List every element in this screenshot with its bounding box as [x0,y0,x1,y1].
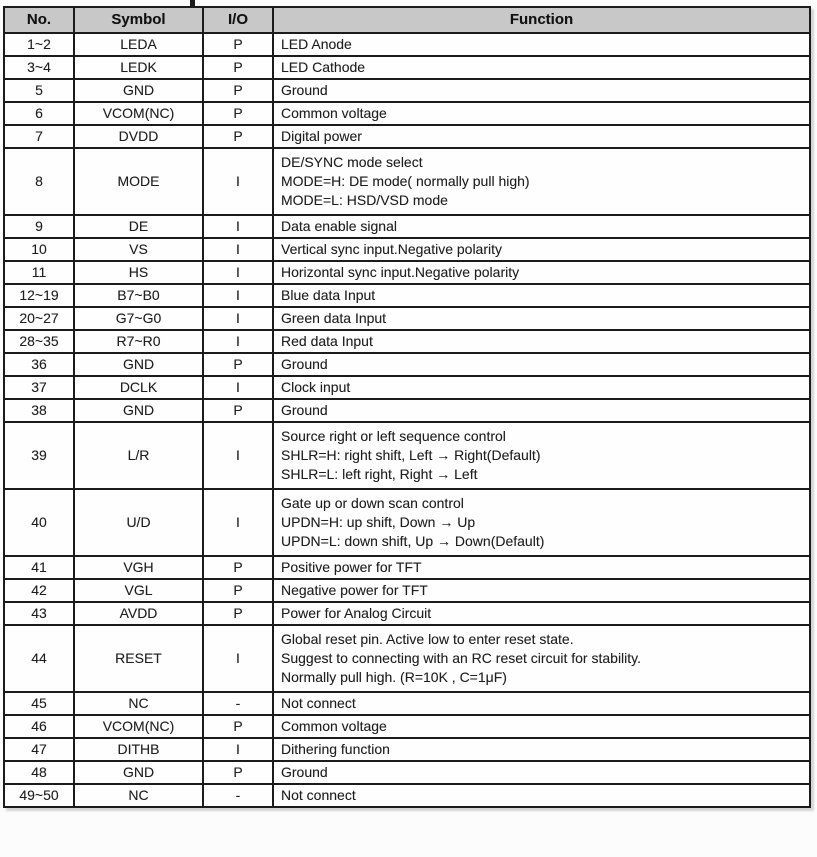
function-line: DE/SYNC mode select [281,154,423,170]
cell-io: I [203,284,273,307]
function-line: Digital power [281,128,362,144]
table-row [4,56,810,79]
cell-function [273,353,810,376]
cell-io: P [203,761,273,784]
pin-description-table [3,6,811,808]
cell-no: 6 [4,102,74,125]
function-line: LED Cathode [281,59,366,75]
cell-function [273,284,810,307]
cell-no: 48 [4,761,74,784]
function-line: Global reset pin. Active low to enter reset state. [281,631,574,647]
cell-no: 45 [4,692,74,715]
cell-symbol: RESET [74,625,203,692]
cell-symbol: NC [74,784,203,807]
cell-no: 42 [4,579,74,602]
column-header: No. [4,7,74,33]
function-line: Suggest to connecting with an RC reset circuit for stability. [281,650,642,666]
cell-no: 20~27 [4,307,74,330]
cell-no: 5 [4,79,74,102]
table-row [4,102,810,125]
function-line: UPDN=H: up shift, Down → Up [281,514,476,530]
function-line: Negative power for TFT [281,582,428,598]
table-row [4,307,810,330]
table-header [4,7,810,33]
cell-function [273,738,810,761]
cell-function [273,602,810,625]
function-line: LED Anode [281,36,352,52]
cell-no: 38 [4,399,74,422]
cell-function [273,261,810,284]
cell-symbol: VCOM(NC) [74,715,203,738]
table-row [4,330,810,353]
table-row [4,399,810,422]
cell-function [273,33,810,56]
cell-symbol: U/D [74,489,203,556]
function-line: SHLR=L: left right, Right → Left [281,466,478,482]
function-line: Source right or left sequence control [281,428,506,444]
cell-io: P [203,579,273,602]
cell-function [273,399,810,422]
cell-symbol: DCLK [74,376,203,399]
table-row [4,284,810,307]
cell-function [273,56,810,79]
cell-no: 9 [4,215,74,238]
table-row [4,238,810,261]
cell-io: P [203,33,273,56]
cell-io: I [203,307,273,330]
cell-no: 3~4 [4,56,74,79]
function-line: Blue data Input [281,287,376,303]
cell-no: 28~35 [4,330,74,353]
table-body [4,33,810,807]
cell-io: I [203,215,273,238]
cell-function [273,238,810,261]
cell-io: P [203,715,273,738]
cell-no: 49~50 [4,784,74,807]
cell-io: P [203,399,273,422]
cell-symbol: R7~R0 [74,330,203,353]
cell-no: 8 [4,148,74,215]
cell-io: P [203,602,273,625]
cell-io: - [203,692,273,715]
function-line: Normally pull high. (R=10K , C=1μF) [281,669,507,685]
function-line: SHLR=H: right shift, Left → Right(Default) [281,447,541,463]
function-line: Clock input [281,379,351,395]
cell-no: 37 [4,376,74,399]
cell-no: 44 [4,625,74,692]
cell-symbol: MODE [74,148,203,215]
cell-symbol: VGL [74,579,203,602]
cell-symbol: GND [74,79,203,102]
cell-no: 1~2 [4,33,74,56]
cell-no: 10 [4,238,74,261]
cell-no: 12~19 [4,284,74,307]
cell-symbol: VS [74,238,203,261]
table-row [4,215,810,238]
function-line: UPDN=L: down shift, Up → Down(Default) [281,533,545,549]
cell-symbol: GND [74,353,203,376]
cell-function [273,784,810,807]
cell-function [273,625,810,692]
cell-io: P [203,353,273,376]
cell-symbol: G7~G0 [74,307,203,330]
function-line: Red data Input [281,333,373,349]
cell-symbol: HS [74,261,203,284]
table-row [4,579,810,602]
function-line: MODE=H: DE mode( normally pull high) [281,173,530,189]
column-header: Function [273,7,810,33]
table-row [4,33,810,56]
cell-io: I [203,625,273,692]
cell-function [273,761,810,784]
function-line: Common voltage [281,105,387,121]
function-line: Not connect [281,787,356,803]
cell-no: 36 [4,353,74,376]
cell-function [273,330,810,353]
cell-symbol: GND [74,761,203,784]
cell-io: P [203,56,273,79]
cell-symbol: DVDD [74,125,203,148]
table-row [4,261,810,284]
function-line: Positive power for TFT [281,559,422,575]
function-line: Vertical sync input.Negative polarity [281,241,502,257]
cell-io: P [203,79,273,102]
cell-function [273,489,810,556]
cell-no: 46 [4,715,74,738]
table-row [4,715,810,738]
cell-function [273,125,810,148]
cell-symbol: VCOM(NC) [74,102,203,125]
function-line: Ground [281,356,328,372]
cell-symbol: DITHB [74,738,203,761]
table-row [4,489,810,556]
cell-no: 39 [4,422,74,489]
function-line: Gate up or down scan control [281,495,464,511]
cell-io: - [203,784,273,807]
column-header: Symbol [74,7,203,33]
cell-function [273,79,810,102]
table-row [4,761,810,784]
cell-io: I [203,738,273,761]
table-row [4,125,810,148]
cell-symbol: AVDD [74,602,203,625]
cell-symbol: NC [74,692,203,715]
table-row [4,602,810,625]
cell-symbol: B7~B0 [74,284,203,307]
cell-function [273,422,810,489]
cell-no: 41 [4,556,74,579]
cell-io: I [203,148,273,215]
table-row [4,625,810,692]
cell-symbol: VGH [74,556,203,579]
cell-io: I [203,422,273,489]
table-row [4,692,810,715]
cell-symbol: LEDK [74,56,203,79]
cell-function [273,715,810,738]
cell-no: 11 [4,261,74,284]
cell-io: I [203,489,273,556]
function-line: Ground [281,82,328,98]
function-line: MODE=L: HSD/VSD mode [281,192,448,208]
table-row [4,556,810,579]
cell-symbol: GND [74,399,203,422]
cell-function [273,556,810,579]
table-row [4,422,810,489]
cell-function [273,376,810,399]
cell-function [273,215,810,238]
cell-io: I [203,261,273,284]
function-line: Common voltage [281,718,387,734]
cell-symbol: L/R [74,422,203,489]
cell-function [273,148,810,215]
function-line: Data enable signal [281,218,397,234]
cell-symbol: LEDA [74,33,203,56]
cell-no: 43 [4,602,74,625]
function-line: Green data Input [281,310,387,326]
cell-function [273,692,810,715]
cell-function [273,102,810,125]
cell-no: 40 [4,489,74,556]
cell-io: P [203,556,273,579]
cell-no: 7 [4,125,74,148]
table-row [4,376,810,399]
table-row [4,148,810,215]
function-line: Power for Analog Circuit [281,605,432,621]
table-row [4,79,810,102]
cell-function [273,307,810,330]
cell-no: 47 [4,738,74,761]
cell-function [273,579,810,602]
function-line: Horizontal sync input.Negative polarity [281,264,520,280]
function-line: Not connect [281,695,356,711]
column-header: I/O [203,7,273,33]
header-row [4,7,810,33]
function-line: Ground [281,402,328,418]
cell-io: P [203,102,273,125]
cell-io: P [203,125,273,148]
cell-io: I [203,238,273,261]
cell-symbol: DE [74,215,203,238]
cell-io: I [203,330,273,353]
function-line: Dithering function [281,741,390,757]
table-row [4,353,810,376]
cell-io: I [203,376,273,399]
table-row [4,784,810,807]
function-line: Ground [281,764,328,780]
table-row [4,738,810,761]
